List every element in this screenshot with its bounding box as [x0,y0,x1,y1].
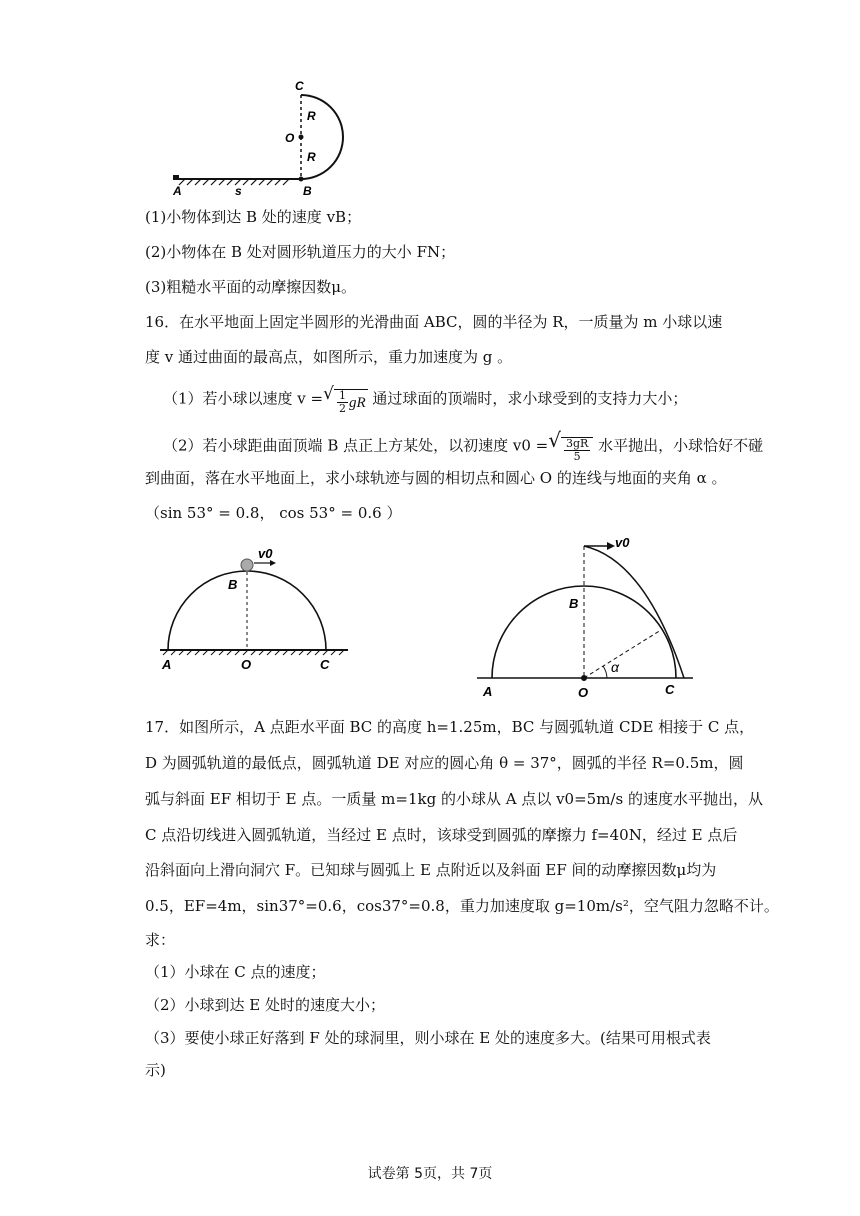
q17-stem-l4: C 点沿切线进入圆弧轨道，当经过 E 点时，该球受到圆弧的摩擦力 f=40N，经过 E 点后 [145,826,738,844]
sqrt-half-gR: √ $\frac{1}{2}$ gR [323,384,366,415]
label-R-upper: R [307,109,316,123]
label-v0: v0 [258,546,273,561]
frac-num-3gR: 3gR [565,437,589,450]
q16-part2-line2: 到曲面，落在水平地面上，求小球轨迹与圆的相切点和圆心 O 的连线与地面的夹角 α 。 [145,469,727,487]
label-B: B [228,577,238,592]
q16-part2-line3: （sin 53° = 0.8， cos 53° = 0.6 ） [145,504,402,522]
figure-projectile-tangent [475,530,700,700]
q16-part1-post: 通过球面的顶端时，求小球受到的支持力大小； [367,389,688,408]
label-O: O [578,685,589,700]
label-C: C [295,79,304,93]
label-O: O [285,131,295,145]
label-C: C [320,657,330,670]
page-footer: 试卷第 5页，共 7页 [367,1166,493,1182]
label-O: O [241,657,252,670]
label-A: A [162,657,172,670]
q15-part1: (1)小物体到达 B 处的速度 vB； [145,208,362,226]
q17-part1: （1）小球在 C 点的速度； [145,963,326,981]
q17-part3-a: （3）要使小球正好落到 F 处的球洞里，则小球在 E 处的速度多大。(结果可用根式表 [145,1029,711,1047]
label-C: C [665,682,675,697]
q17-stem-l5: 沿斜面向上滑向洞穴 F。已知球与圆弧上 E 点附近以及斜面 EF 间的动摩擦因数μ均为 [145,861,717,879]
figure-track-semicircle [165,75,365,200]
frac-den-5: 5 [573,450,581,463]
label-A: A [173,184,182,198]
q17-part3-b: 示) [145,1061,166,1079]
q17-stem-l3: 弧与斜面 EF 相切于 E 点。一质量 m=1kg 的小球从 A 点以 v0=5m/s 的速度水平抛出，从 [145,790,763,808]
q16-part2-post: 水平抛出，小球恰好不碰 [593,436,764,455]
frac-den: 2 [338,402,346,415]
q16-part2 [163,430,763,463]
figure-semicircle-ball [158,545,353,670]
q17-stem-l6: 0.5，EF=4m，sin37°=0.6，cos37°=0.8，重力加速度取 g=10m/s²，空气阻力忽略不计。 [145,897,779,915]
q16-part2-pre: （2）若小球距曲面顶端 B 点正上方某处，以初速度 v0 = [163,436,549,455]
q17-part2: （2）小球到达 E 处时的速度大小； [145,996,386,1014]
label-alpha: α [611,659,619,675]
label-v0: v0 [615,535,630,550]
rad-gR: gR [348,394,366,411]
q16-stem-line2: 度 v 通过曲面的最高点，如图所示，重力加速度为 g 。 [145,348,513,366]
q17-stem-l1: 17．如图所示，A 点距水平面 BC 的高度 h=1.25m，BC 与圆弧轨道 CDE 相接于 C 点， [145,718,755,736]
frac-num: 1 [338,389,346,402]
q17-stem-l7: 求： [145,931,176,949]
q16-part1-pre: （1）若小球以速度 v = [163,389,324,408]
q16-stem-line1: 16．在水平地面上固定半圆形的光滑曲面 ABC，圆的半径为 R，一质量为 m 小球以速 [145,313,723,331]
label-B: B [569,596,579,611]
label-A: A [483,684,493,699]
label-R-lower: R [307,150,316,164]
q15-part3: (3)粗糙水平面的动摩擦因数μ。 [145,278,356,296]
q17-stem-l2: D 为圆弧轨道的最低点，圆弧轨道 DE 对应的圆心角 θ = 37°，圆弧的半径 R=0.5m，圆 [145,754,744,772]
q16-part1 [163,384,687,415]
q15-part2: (2)小物体在 B 处对圆形轨道压力的大小 FN； [145,243,456,261]
label-s: s [235,184,242,198]
label-B: B [303,184,312,198]
sqrt-3gR-5: √ $\frac{3gR}{5}$ [548,430,593,463]
